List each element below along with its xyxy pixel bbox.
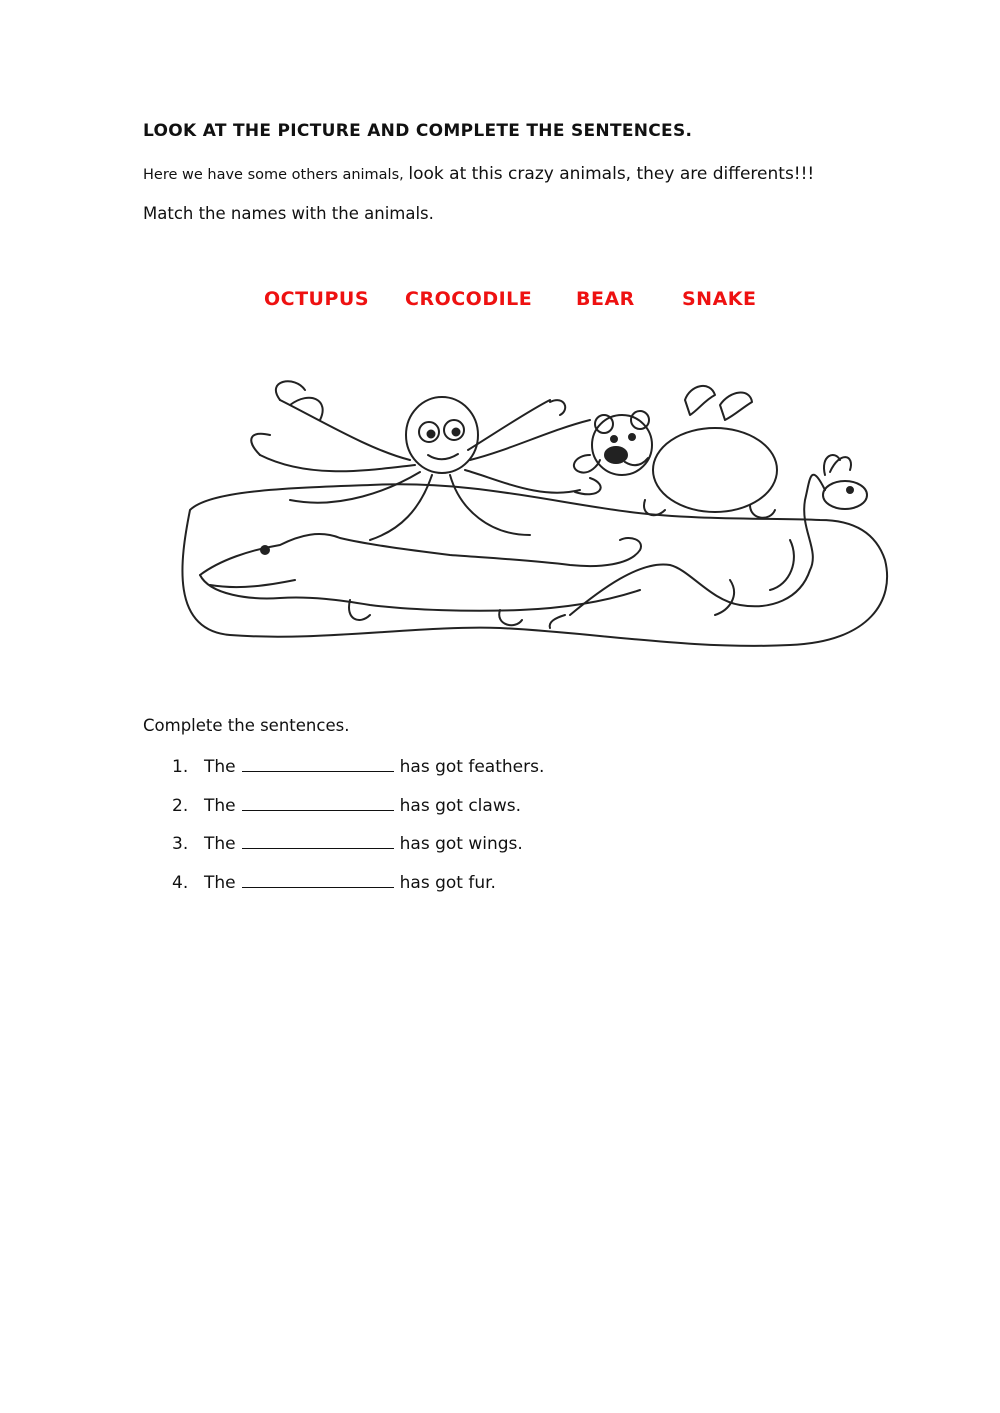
complete-heading: Complete the sentences. <box>143 716 350 735</box>
animals-illustration <box>170 360 900 660</box>
answer-blank[interactable] <box>242 872 394 888</box>
sentence-number: 1. <box>172 757 189 777</box>
answer-blank[interactable] <box>242 795 394 811</box>
word-bank-snake: SNAKE <box>682 288 757 310</box>
word-bank-octupus: OCTUPUS <box>264 288 370 310</box>
sentence-end: has got claws. <box>399 795 521 816</box>
intro-text-part1: Here we have some others animals, <box>143 167 409 183</box>
sentence-item <box>172 795 872 834</box>
sentence-end: has got wings. <box>399 834 523 854</box>
word-bank <box>0 288 1000 318</box>
sentence-number: 4. <box>172 872 189 893</box>
sentence-start: The <box>204 834 236 854</box>
sentence-end: has got feathers. <box>399 757 545 777</box>
page-title: LOOK AT THE PICTURE AND COMPLETE THE SENTENCES. <box>143 121 693 141</box>
bear-icon <box>574 386 777 518</box>
ground-outline <box>182 484 887 646</box>
sentence-item <box>172 833 872 872</box>
sentence-start: The <box>204 795 236 816</box>
octopus-icon <box>251 381 600 540</box>
instruction-text: Match the names with the animals. <box>143 204 434 223</box>
answer-blank[interactable] <box>242 833 394 849</box>
word-bank-crocodile: CROCODILE <box>405 288 533 310</box>
sentence-end: has got fur. <box>399 872 496 893</box>
word-bank-bear: BEAR <box>576 288 635 310</box>
sentence-item <box>172 872 872 911</box>
answer-blank[interactable] <box>242 756 394 772</box>
sentence-start: The <box>204 757 236 777</box>
sentence-number: 2. <box>172 795 189 816</box>
intro-text-part2: look at this crazy animals, they are differents!!! <box>408 164 815 184</box>
sentence-list <box>172 756 872 910</box>
sentence-item <box>172 756 872 795</box>
intro-text <box>143 164 814 184</box>
sentence-number: 3. <box>172 834 189 854</box>
sentence-start: The <box>204 872 236 893</box>
